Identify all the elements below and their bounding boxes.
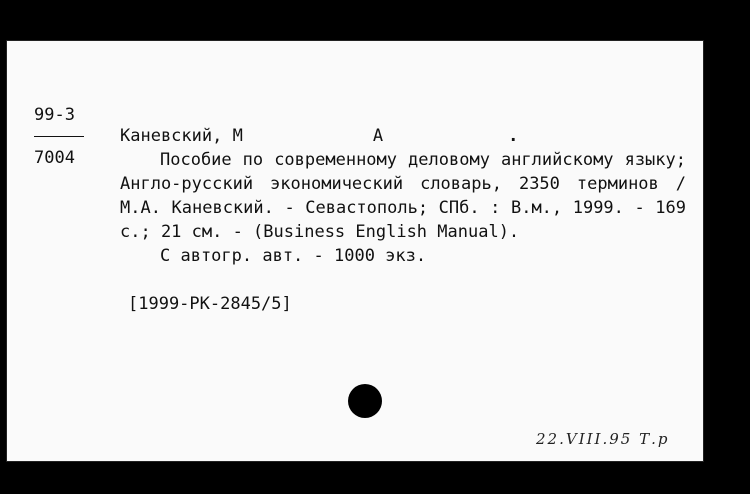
author-heading [120,124,686,148]
shelfmark-divider [34,136,84,137]
shelfmark-bottom: 7004 [34,148,75,168]
author-dot: . [508,126,519,146]
handwritten-note: 22.VIII.95 Т.р [536,430,670,448]
entry-note: С автогр. авт. - 1000 экз. [160,246,427,266]
shelfmark-top: 99-3 [34,105,75,125]
author-initial: А [372,126,384,146]
author-name: Каневский, М [120,126,243,146]
punch-hole [348,384,382,418]
entry-description: Пособие по современному деловому английскому языку; Англо-русский экономический словарь, 2350 терминов / М.А. Каневский. - Севастополь; СПб. : В.м., 1999. - 169 с.; 21 см. - (Business English Manual). [120,150,686,242]
shelfmark [34,104,94,169]
bibliographic-entry [120,124,686,316]
registry-code: [1999-РК-2845/5] [128,294,292,314]
